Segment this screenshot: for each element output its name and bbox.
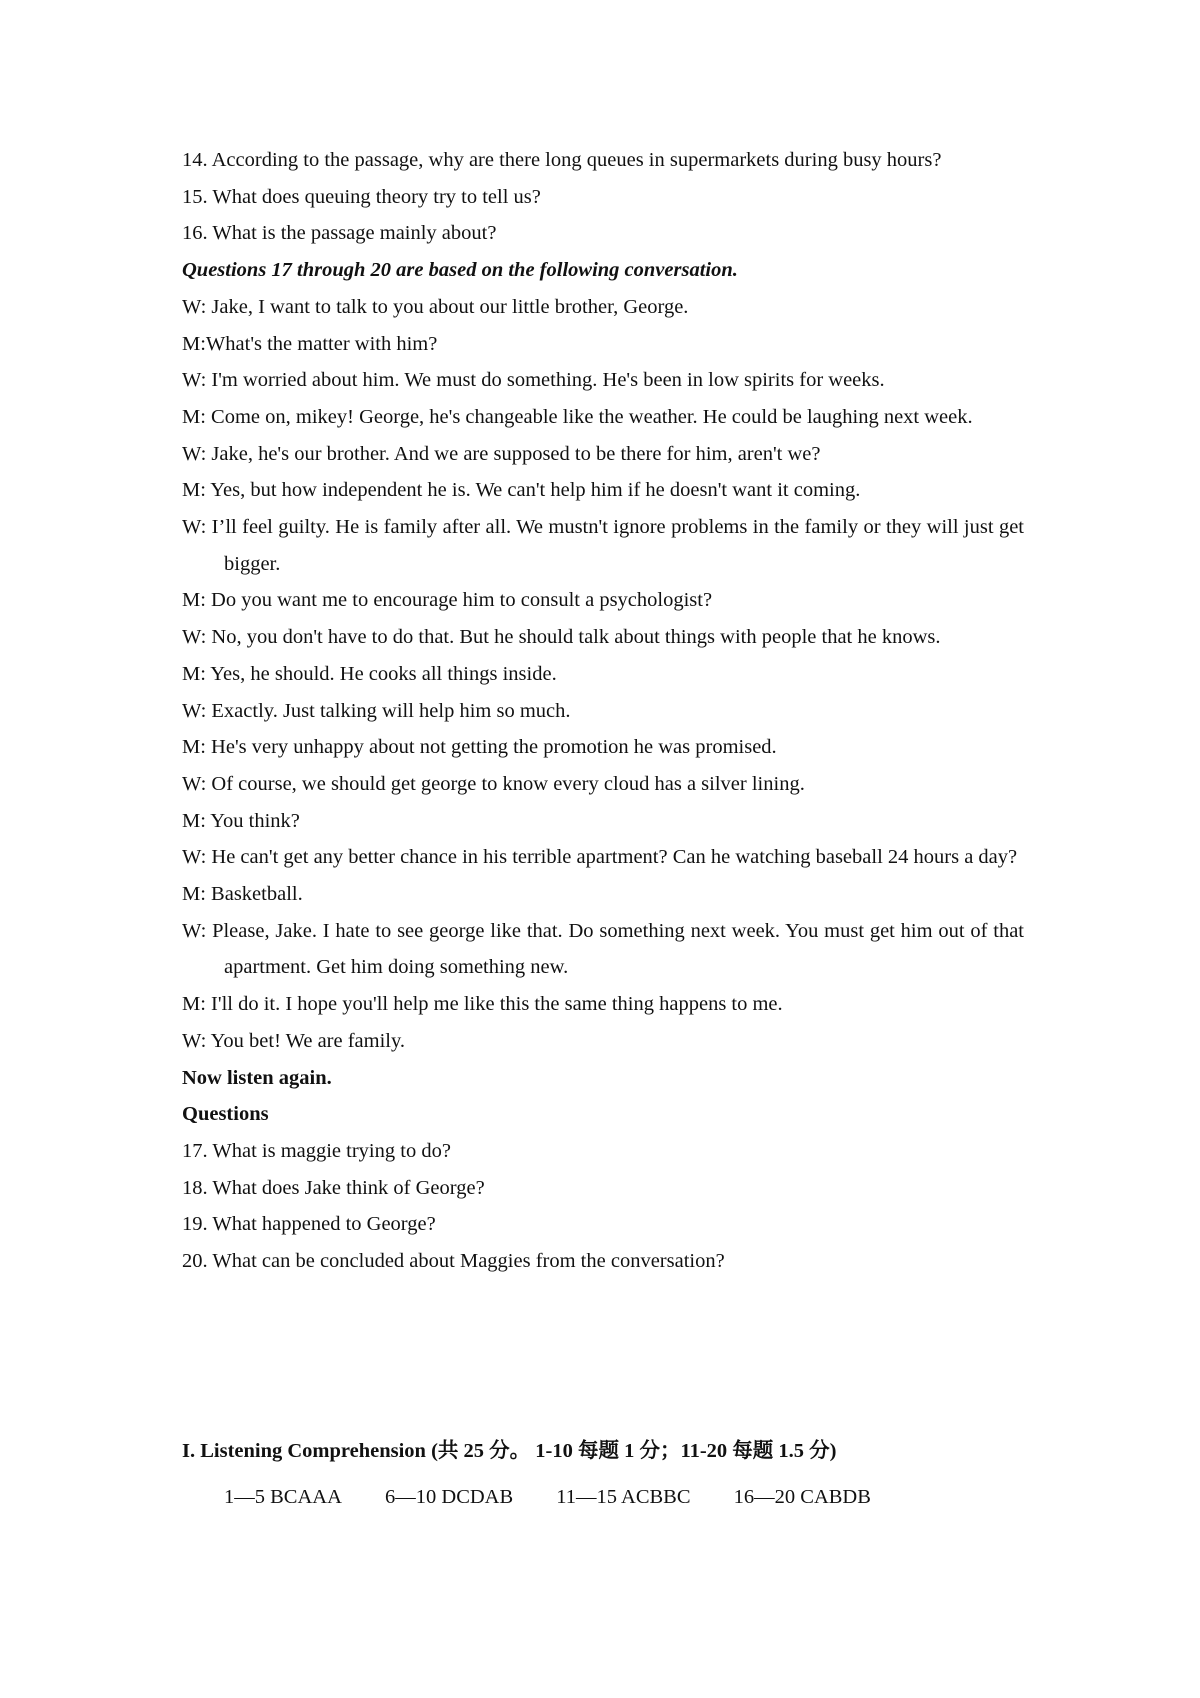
answer-group-16-20: 16—20 CABDB: [733, 1486, 871, 1508]
question-19: 19. What happened to George?: [182, 1213, 436, 1236]
transcript-body: [182, 142, 1024, 1280]
dialogue-line: W: Jake, he's our brother. And we are supposed to be there for him, aren't we?: [182, 442, 821, 465]
dialogue-line: M:What's the matter with him?: [182, 332, 438, 355]
dialogue-line: W: I’ll feel guilty. He is family after all. We mustn't ignore problems in the family or they will just get bigger.: [182, 516, 1024, 575]
dialogue-line: W: He can't get any better chance in his terrible apartment? Can he watching baseball 24 hours a day?: [182, 846, 1018, 869]
dialogue-line: M: I'll do it. I hope you'll help me like this the same thing happens to me.: [182, 993, 783, 1016]
question-15: 15. What does queuing theory try to tell us?: [182, 185, 541, 208]
answer-key-row: [182, 1479, 1082, 1515]
dialogue-line: W: Please, Jake. I hate to see george like that. Do something next week. You must get him out of that apartment. Get him doing something new.: [182, 919, 1024, 979]
dialogue-line: M: Yes, but how independent he is. We can't help him if he doesn't want it coming.: [182, 479, 861, 502]
answer-group-6-10: 6—10 DCDAB: [385, 1486, 514, 1508]
question-18: 18. What does Jake think of George?: [182, 1176, 485, 1199]
dialogue-line: M: You think?: [182, 809, 300, 832]
dialogue-line: W: You bet! We are family.: [182, 1029, 406, 1052]
dialogue-line: M: Basketball.: [182, 883, 303, 906]
questions-heading: Questions: [182, 1103, 269, 1126]
dialogue-line: W: Exactly. Just talking will help him so much.: [182, 699, 571, 722]
answer-group-1-5: 1—5 BCAAA: [224, 1486, 342, 1508]
question-14: 14. According to the passage, why are there long queues in supermarkets during busy hours?: [182, 149, 942, 171]
conversation-heading: Questions 17 through 20 are based on the following conversation.: [182, 259, 738, 282]
question-16: 16. What is the passage mainly about?: [182, 222, 497, 245]
question-20: 20. What can be concluded about Maggies from the conversation?: [182, 1250, 725, 1273]
listen-again-heading: Now listen again.: [182, 1066, 332, 1089]
dialogue-line: M: Come on, mikey! George, he's changeable like the weather. He could be laughing next week.: [182, 405, 973, 428]
answer-key-title: I. Listening Comprehension (共 25 分。 1-10 每题 1 分；11-20 每题 1.5 分): [182, 1440, 837, 1462]
dialogue-line: W: Jake, I want to talk to you about our little brother, George.: [182, 295, 689, 318]
dialogue-line: M: Yes, he should. He cooks all things inside.: [182, 662, 557, 685]
question-17: 17. What is maggie trying to do?: [182, 1139, 451, 1162]
answer-group-11-15: 11—15 ACBBC: [556, 1486, 691, 1508]
dialogue-line: M: Do you want me to encourage him to consult a psychologist?: [182, 589, 713, 612]
dialogue-line: W: I'm worried about him. We must do something. He's been in low spirits for weeks.: [182, 369, 885, 392]
dialogue-line: W: No, you don't have to do that. But he should talk about things with people that he knows.: [182, 626, 941, 649]
answer-key: [182, 1433, 1082, 1515]
dialogue-line: M: He's very unhappy about not getting the promotion he was promised.: [182, 736, 777, 759]
dialogue-line: W: Of course, we should get george to know every cloud has a silver lining.: [182, 772, 805, 795]
